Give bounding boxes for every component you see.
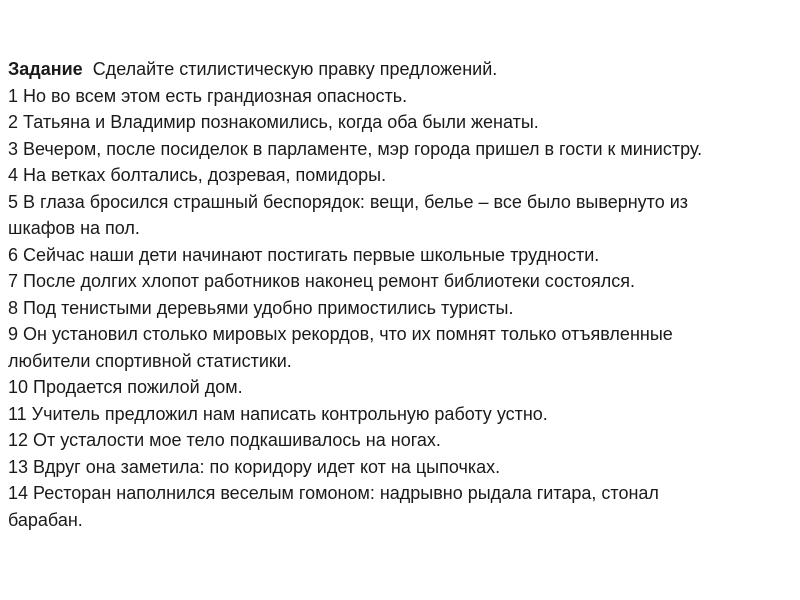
sentence-8: 8 Под тенистыми деревьями удобно примостились туристы.: [8, 297, 514, 318]
sentence-7: 7 После долгих хлопот работников наконец ремонт библиотеки состоялся.: [8, 271, 636, 291]
sentence-14: 14 Ресторан наполнился веселым гомоном: надрывно рыдала гитара, стонал: [8, 483, 659, 503]
sentence-5: 5 В глаза бросился страшный беспорядок: вещи, белье – все было вывернуто из: [8, 191, 689, 212]
sentence-12: 12 От усталости мое тело подкашивалось на ногах.: [8, 430, 441, 450]
document-page: [8, 56, 792, 533]
sentence-9-continuation: любители спортивной статистики.: [8, 350, 292, 371]
task-instruction: Сделайте стилистическую правку предложений.: [92, 59, 498, 79]
sentence-2: 2 Татьяна и Владимир познакомились, когда оба были женаты.: [8, 112, 539, 132]
task-label: Задание: [8, 59, 83, 79]
sentence-9: 9 Он установил столько мировых рекордов, что их помнят только отъявленные: [8, 324, 673, 344]
sentence-11: 11 Учитель предложил нам написать контрольную работу устно.: [8, 403, 548, 424]
task-heading: [8, 56, 792, 83]
sentence-1: 1 Но во всем этом есть грандиозная опасность.: [8, 85, 408, 106]
sentence-5-continuation: шкафов на пол.: [8, 218, 140, 238]
sentence-4: 4 На ветках болтались, дозревая, помидоры.: [8, 165, 387, 185]
sentence-3: 3 Вечером, после посиделок в парламенте, мэр города пришел в гости к министру.: [8, 138, 703, 159]
sentence-14-continuation: барабан.: [8, 509, 83, 530]
sentence-13: 13 Вдруг она заметила: по коридору идет кот на цыпочках.: [8, 456, 501, 477]
sentence-6: 6 Сейчас наши дети начинают постигать первые школьные трудности.: [8, 244, 600, 265]
sentence-10: 10 Продается пожилой дом.: [8, 377, 243, 397]
